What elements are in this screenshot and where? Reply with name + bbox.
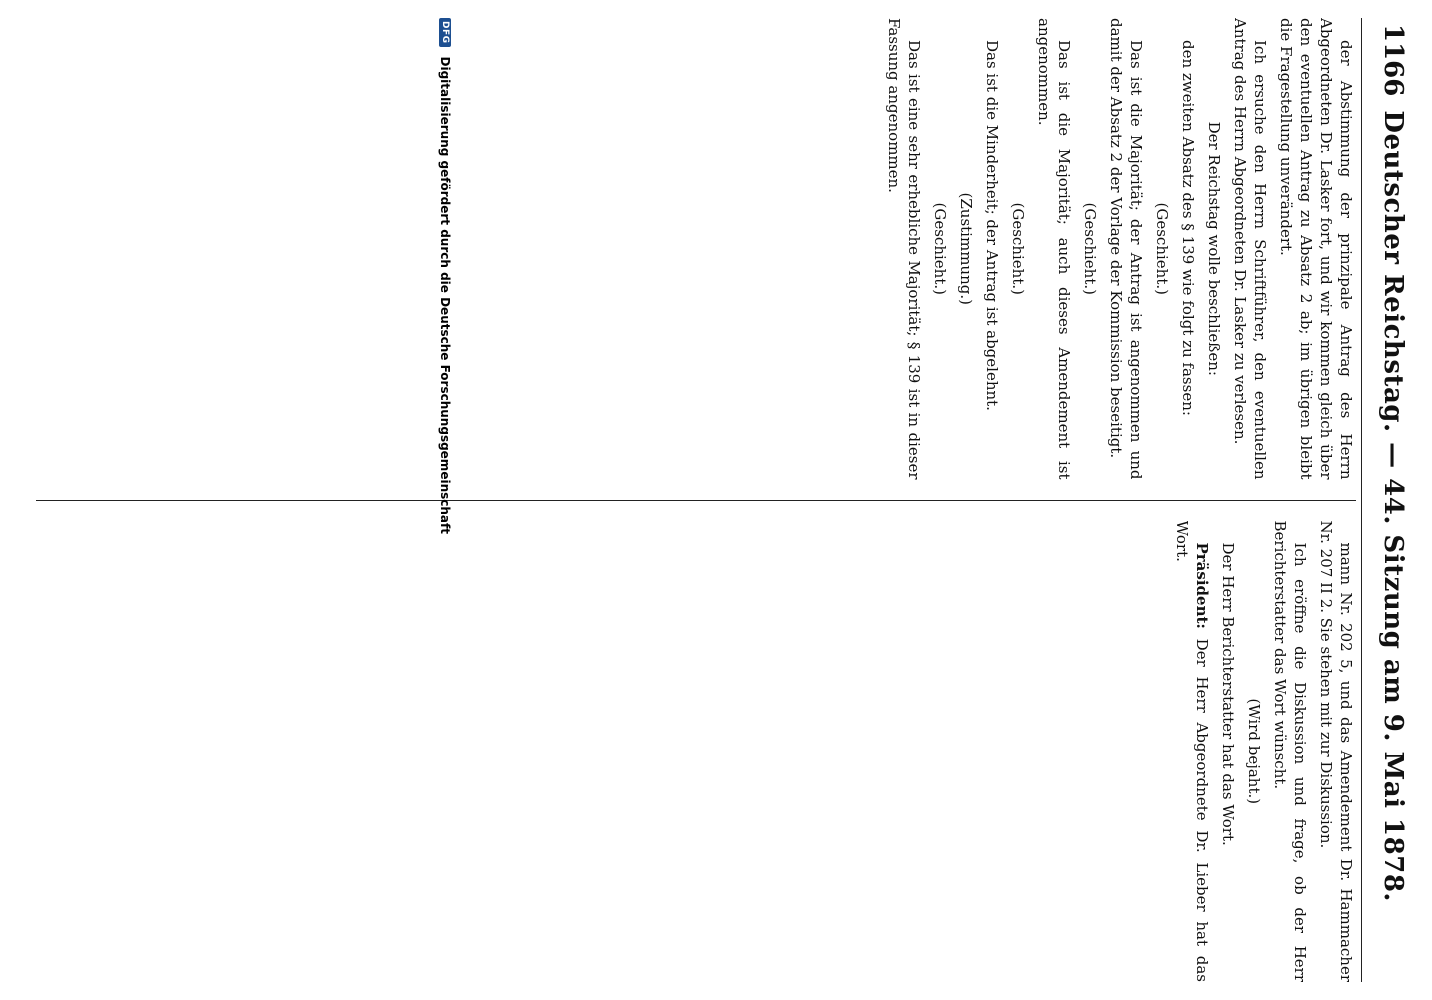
speech-paragraph xyxy=(1172,521,1212,983)
text-paragraph: Das ist die Majorität; auch dieses Amendement ist angenommen. xyxy=(1035,18,1073,480)
page-number: 1166 xyxy=(1378,24,1408,97)
speech-text: Der Herr Abgeordnete Dr. Lieber hat das Wort. xyxy=(1173,520,1211,982)
text-paragraph: Ich eröffne die Diskussion und frage, ob der Herr Berichterstatter das Wort wünscht. xyxy=(1271,520,1309,982)
footer-text: Digitalisierung gefördert durch die Deutsche Forschungsgemeinschaft xyxy=(438,56,452,534)
header-rule xyxy=(1361,18,1362,982)
page-header xyxy=(1362,24,1424,976)
centered-line: (Zustimmung.) xyxy=(957,192,975,305)
speaker-name: Präsident: xyxy=(1193,542,1211,629)
centered-line: Der Reichstag wolle beschließen: xyxy=(1205,121,1223,376)
text-paragraph: Das ist die Majorität; der Antrag ist angenommen und damit der Absatz 2 der Vorlage der Kommission beseitigt. xyxy=(1107,18,1145,480)
text-paragraph: der Abstimmung der prinzipale Antrag des Herrn Abgeordneten Dr. Lasker fort, und wir kommen gleich über den eventuellen Antrag zu Absatz 2 ab; im übrigen bleibt die Fragestellung unverändert. xyxy=(1277,18,1355,480)
digitization-footer xyxy=(432,0,458,1000)
centered-line: (Geschieht.) xyxy=(1081,202,1099,295)
column-divider xyxy=(36,500,1356,501)
text-paragraph: Der Herr Berichterstatter hat das Wort. xyxy=(1219,542,1237,846)
centered-line: (Geschieht.) xyxy=(931,202,949,295)
text-paragraph: Ich ersuche den Herrn Schriftführer, den eventuellen Antrag des Herrn Abgeordneten Dr. Lasker zu verlesen. xyxy=(1231,18,1269,480)
centered-line: (Wird bejaht.) xyxy=(1245,698,1263,805)
text-paragraph: Das ist die Minderheit; der Antrag ist abgelehnt. xyxy=(983,40,1001,411)
text-paragraph: mann Nr. 202 5, und das Amendement Dr. Hammacher Nr. 207 II 2. Sie stehen mit zur Diskussion. xyxy=(1317,520,1355,982)
centered-line: (Geschieht.) xyxy=(1153,202,1171,295)
right-column xyxy=(36,521,1356,983)
dfg-logo: DFG xyxy=(439,18,451,47)
text-columns xyxy=(36,18,1356,982)
text-paragraph: Das ist eine sehr erhebliche Majorität; § 139 ist in dieser Fassung angenommen. xyxy=(885,18,923,480)
centered-line: (Geschieht.) xyxy=(1009,202,1027,295)
page-title: Deutscher Reichstag. — 44. Sitzung am 9. Mai 1878. xyxy=(1378,110,1408,902)
left-column xyxy=(36,18,1356,480)
text-paragraph: den zweiten Absatz des § 139 wie folgt zu fassen: xyxy=(1179,40,1197,416)
